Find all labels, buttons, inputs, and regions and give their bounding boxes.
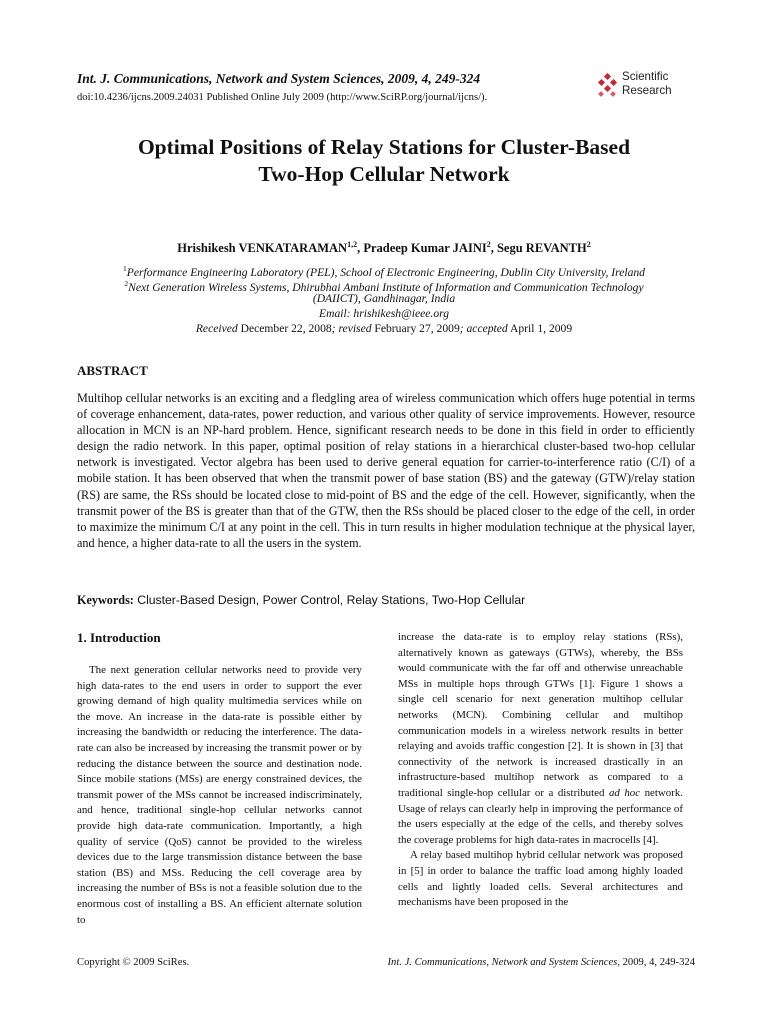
paper-title bbox=[60, 134, 708, 188]
revised-date: February 27, 2009 bbox=[371, 322, 460, 335]
affiliation-1-sup: 1 bbox=[123, 264, 127, 273]
intro-paragraph-2 bbox=[398, 630, 683, 848]
received-date: December 22, 2008 bbox=[237, 322, 332, 335]
logo-text bbox=[622, 70, 672, 98]
accepted-label: ; accepted bbox=[459, 322, 508, 335]
author-2: , Pradeep Kumar JAINI bbox=[357, 241, 487, 256]
keywords-label: Keywords: bbox=[77, 593, 134, 607]
received-label: Received bbox=[195, 322, 238, 335]
author-1: Hrishikesh VENKATARAMAN bbox=[177, 241, 348, 256]
introduction-heading: 1. Introduction bbox=[77, 630, 161, 645]
footer-journal-name: Int. J. Communications, Network and System Sciences bbox=[387, 957, 618, 968]
intro-paragraph-2-part-1: increase the data-rate is to employ relay stations (RSs), alternatively known as gateways (GTWs), whereby, the BSs would communicate with the far off and otherwise unreachable MSs in multiple hops through GTWs [1]. Figure 1 shows a single cell scenario for next generation multihop cellular networks (MCN). Combining cellular and multihop communication models in a wireless network results in better relaying and avoids traffic congestion [2]. It is shown in [3] that connectivity of the network is increased drastically in an infrastructure-based multihop network as compared to a traditional single-hop cellular or a distributed bbox=[398, 631, 683, 799]
author-1-sup: 1,2 bbox=[347, 240, 358, 249]
footer-journal bbox=[358, 957, 695, 968]
revised-label: ; revised bbox=[331, 322, 372, 335]
affiliation-2-line-1: Next Generation Wireless Systems, Dhirubhai Ambani Institute of Information and Communication Technology bbox=[128, 280, 644, 294]
column-right bbox=[398, 630, 683, 911]
doi-line: doi:10.4236/ijcns.2009.24031 Published Online July 2009 (http://www.SciRP.org/journal/ijcns/). bbox=[77, 92, 488, 103]
keywords-text: Cluster-Based Design, Power Control, Relay Stations, Two-Hop Cellular bbox=[133, 593, 526, 607]
column-left bbox=[77, 663, 362, 928]
affiliation-2-line-2: (DAIICT), Gandhinagar, India bbox=[312, 292, 456, 305]
journal-name: Int. J. Communications, Network and System Sciences bbox=[77, 71, 382, 86]
author-list bbox=[60, 240, 708, 256]
intro-paragraph-2-italic: ad hoc bbox=[608, 786, 641, 799]
logo-line-2: Research bbox=[622, 84, 672, 97]
footer-journal-info: , 2009, 4, 249-324 bbox=[617, 957, 695, 968]
intro-paragraph-2-part-2: network. Usage of relays can clearly help in improving the performance of the users especially at the edge of the cells, and thereby solves the coverage problems for high data-rates in macrocells [4]. bbox=[398, 786, 683, 846]
affiliation-2-sup: 2 bbox=[124, 279, 129, 288]
author-3: , Segu REVANTH bbox=[490, 241, 587, 256]
journal-info: , 2009, 4, 249-324 bbox=[381, 71, 481, 86]
journal-header bbox=[77, 71, 480, 87]
affiliation-1-text: Performance Engineering Laboratory (PEL), School of Electronic Engineering, Dublin City University, Ireland bbox=[126, 265, 645, 279]
footer-copyright: Copyright © 2009 SciRes. bbox=[77, 957, 190, 968]
logo-mark-icon bbox=[596, 73, 620, 99]
title-line-1: Optimal Positions of Relay Stations for Cluster-Based bbox=[137, 135, 631, 159]
author-3-sup: 2 bbox=[586, 240, 591, 249]
submission-dates bbox=[60, 321, 708, 336]
author-2-sup: 2 bbox=[486, 240, 491, 249]
accepted-date: April 1, 2009 bbox=[507, 322, 573, 335]
abstract-heading: ABSTRACT bbox=[77, 363, 148, 378]
keywords bbox=[77, 592, 695, 608]
scientific-research-logo bbox=[596, 70, 706, 104]
abstract-text: Multihop cellular networks is an exciting and a fledgling area of wireless communication which offers huge potential in terms of coverage enhancement, data-rates, power reduction, and various other quality of service improvements. However, resource allocation in MCN is an NP-hard problem. Hence, significant research needs to be done in this field in order to efficiently design the radio network. In this paper, optimal position of relay stations in a hierarchical cluster-based two-hop cellular network is investigated. Vector algebra has been used to derive general equation for carrier-to-interference ratio (C/I) of a mobile station. It has been observed that when the transmit power of base station (BS) and the gateway (GTW)/relay station (RS) are same, the RSs should be located close to mid-point of BS and the edge of the cell. However, significantly, when the transmit power of the BS is greater than that of the GTW, then the RSs should be placed closer to the edge of the cell, in order to maximize the minimum C/I at any point in the cell. This in turn results in higher modulation technique at the physical layer, and hence, a higher data-rate to all the users in the system. bbox=[77, 391, 695, 550]
author-email: Email: hrishikesh@ieee.org bbox=[318, 307, 449, 320]
logo-line-1: Scientific bbox=[622, 70, 669, 83]
intro-paragraph-1: The next generation cellular networks need to provide very high data-rates to the end users in order to support the ever growing demand of high quality multimedia services while on the move. An increase in the data-rate is possible either by increasing the bandwidth or reducing the interference. The data-rate can also be increased by increasing the transmit power or by reducing the distance between the source and destination node. Since mobile stations (MSs) are energy constrained devices, the transmit power of the MSs cannot be increased indiscriminately, and hence, traditional single-hop cellular networks cannot provide high data-rate communication. Importantly, a high quality of service (QoS) cannot be provided to the wireless devices due to the large transmission distance between the base station (BS) and MSs. Reducing the cell coverage area by increasing the number of BSs is not a feasible solution due to the enormous cost of installing a BS. An efficient alternate solution to bbox=[77, 664, 362, 926]
title-line-2: Two-Hop Cellular Network bbox=[258, 162, 510, 186]
intro-paragraph-3: A relay based multihop hybrid cellular network was proposed in [5] in order to balance the traffic load among highly loaded cells and lightly loaded cells. Several architectures and mechanisms have been proposed in the bbox=[398, 849, 683, 909]
